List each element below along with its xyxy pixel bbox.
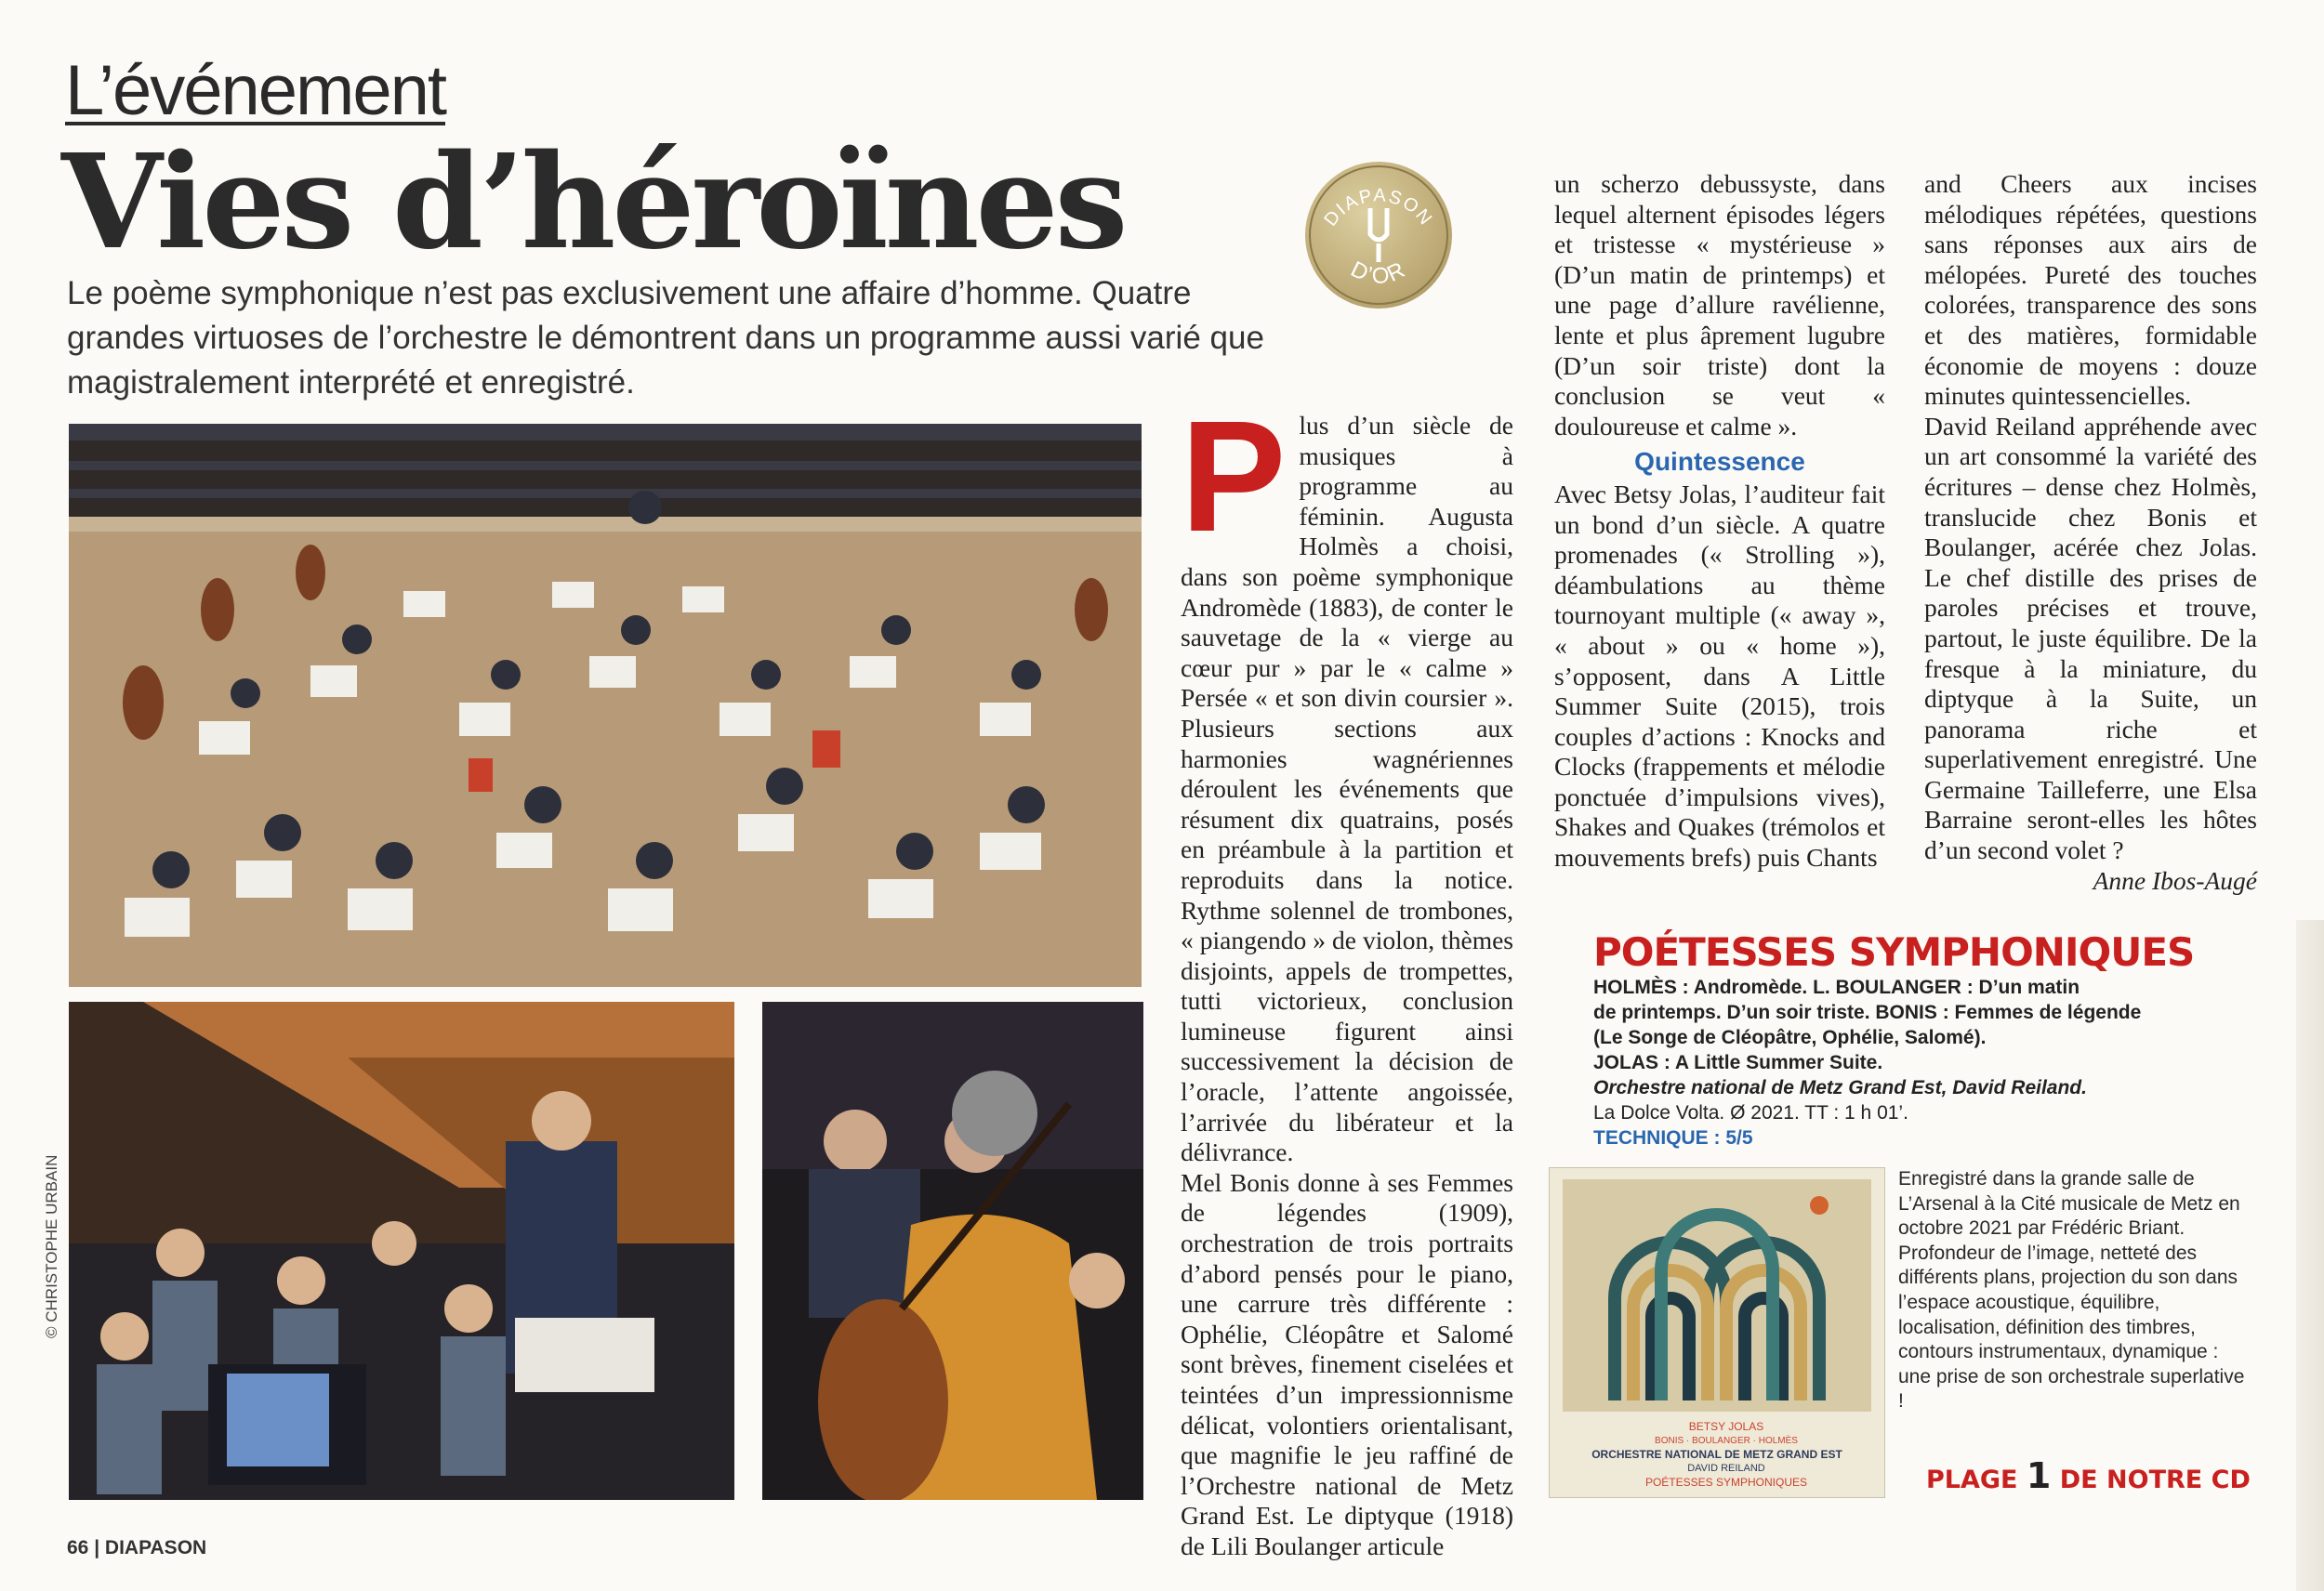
- technique-rating: TECHNIQUE : 5/5: [1593, 1127, 1753, 1149]
- plage-label: PLAGE: [1926, 1466, 2018, 1494]
- cover-title: POÉTESSES SYMPHONIQUES: [1644, 1476, 1808, 1489]
- album-program-line-1: HOLMÈS : Andromède. L. BOULANGER : D’un matin: [1593, 977, 2080, 998]
- tuning-fork-icon: [1370, 208, 1387, 262]
- album-program-line-3: (Le Songe de Cléopâtre, Ophélie, Salomé).: [1593, 1027, 1987, 1048]
- cover-composers: BONIS · BOULANGER · HOLMÈS: [1655, 1436, 1798, 1446]
- article-column-1: [1181, 388, 1513, 1562]
- article-title: Vies d’héroïnes: [61, 126, 1125, 279]
- article-column-2: [1554, 169, 1885, 874]
- recording-note: Enregistré dans la grande salle de L’Arsenal à la Cité musicale de Metz en octobre 2021 par Frédéric Briant. Profondeur de l’image, netteté des différents plans, projection du son dans l’espace acoustique, équilibre, localisation, définition des timbres, contours instrumentaux, dynamique : une prise de son orchestrale superlative !: [1898, 1168, 2245, 1413]
- author-signature: Anne Ibos-Augé: [2093, 865, 2257, 895]
- cellist-photo: [762, 1002, 1143, 1500]
- badge-line2: D’OR: [1346, 256, 1411, 290]
- subheading: Quintessence: [1634, 447, 1805, 477]
- cover-conductor: DAVID REILAND: [1687, 1463, 1765, 1474]
- page-folio: 66 | DIAPASON: [67, 1537, 207, 1558]
- article-paragraph-4: Avec Betsy Jolas, l’auditeur fait un bond d’un siècle. A quatre promenades (« Strolling »), déambulations au thème tournoyant multiple (« away », « about » ou « home »), s’opposent, dans A Little Summer Suite (2015), trois couples d’actions : Knocks and Clocks (frappements et mélodie ponctuée d’impulsions vives), Shakes and Quakes (trémolos et mouvements brefs) puis Chants: [1554, 479, 1885, 873]
- cover-artist: BETSY JOLAS: [1688, 1420, 1764, 1433]
- album-label-info: La Dolce Volta. Ø 2021. TT : 1 h 01’.: [1593, 1102, 1908, 1124]
- cover-orchestra: ORCHESTRE NATIONAL DE METZ GRAND EST: [1591, 1448, 1842, 1461]
- adjacent-page-edge: [2296, 920, 2324, 1591]
- album-program-line-2: de printemps. D’un soir triste. BONIS : Femmes de légende: [1593, 1002, 2142, 1023]
- svg-text:DIAPASON: [1320, 185, 1436, 230]
- article-paragraph-6: David Reiland appréhende avec un art consommé la variété des écritures – dense chez Holmès, translucide chez Bonis et Boulanger, acérée chez Jolas. Le chef distille des prises de paroles précises et trouve, partout, le juste équilibre. De la fresque à la miniature, du diptyque à la Suite, un panorama riche et superlativement enregistré. Une Germaine Tailleferre, une Elsa Barraine seront-elles les hôtes d’un second volet ?: [1924, 411, 2257, 865]
- page-number: 66: [67, 1537, 89, 1558]
- album-performers: Orchestre national de Metz Grand Est, David Reiland.: [1593, 1077, 2087, 1098]
- badge-line1: DIAPASON: [1320, 185, 1437, 230]
- album-cover: [1549, 1167, 1885, 1498]
- article-column-3: [1924, 169, 2257, 896]
- magazine-name: DIAPASON: [104, 1537, 207, 1558]
- article-deck: Le poème symphonique n’est pas exclusivement une affaire d’homme. Quatre grandes virtuoses de l’orchestre le démontrent dans un programme aussi varié que magistralement interprété et enregistré.: [67, 275, 1264, 401]
- plage-suffix: DE NOTRE CD: [2059, 1466, 2251, 1494]
- drop-cap: P: [1181, 388, 1287, 565]
- conductor-rehearsal-photo: [69, 1002, 734, 1500]
- article-paragraph-1: lus d’un siècle de musiques à programme au féminin. Augusta Holmès a choisi, dans son poème symphonique Andromède (1883), de conter le sauvetage de la « vierge au cœur pur » par le « calme » Persée « et son divin coursier ». Plusieurs sections aux harmonies wagnériennes déroulent les événements que résument dix quatrains, posés en préambule à la partition et reproduits dans la notice. Rythme solennel de trombones, « piangendo » de violon, thèmes disjoints, appels de trompettes, tutti victorieux, conclusion lumineuse figurent ainsi successivement la décision de l’oracle, l’attente angoissée, l’arrivée du libérateur et la délivrance.: [1181, 411, 1513, 1167]
- album-program-line-4: JOLAS : A Little Summer Suite.: [1593, 1052, 1883, 1073]
- section-kicker: L’événement: [65, 51, 445, 130]
- article-paragraph-2: Mel Bonis donne à ses Femmes de légendes (1909), orchestration de trois portraits d’abord pensés pour le piano, une carrure très différente : Ophélie, Cléopâtre et Salomé sont brèves, finement ciselées et teintées d’un impressionnisme délicat, volontiers orientalisant, que magnifie le jeu raffiné de l’Orchestre national de Metz Grand Est. Le diptyque (1918) de Lili Boulanger articule: [1181, 1167, 1513, 1560]
- album-title: POÉTESSES SYMPHONIQUES: [1593, 929, 2195, 975]
- article-paragraph-3: un scherzo debussyste, dans lequel alternent épisodes légers et tristesse « mystérieuse » (D’un matin de printemps) et une page d’allure ravélienne, lente et plus âprement lugubre (D’un soir triste) dont la conclusion se veut « douloureuse et calme ».: [1554, 169, 1885, 440]
- orchestra-overhead-photo: [69, 424, 1142, 987]
- article-paragraph-5: and Cheers aux incises mélodiques répétées, questions sans réponses aux airs de mélopées. Pureté des touches colorées, transparence des sons et des matières, formidable économie de moyens : douze minutes quintessencielles.: [1924, 169, 2257, 411]
- diapason-dor-badge: [1305, 162, 1452, 309]
- photo-credit: © CHRISTOPHE URBAIN: [43, 1154, 60, 1338]
- cd-track-callout: [1926, 1455, 2251, 1496]
- album-info-box: [1593, 929, 2272, 1151]
- plage-number: 1: [2026, 1455, 2052, 1496]
